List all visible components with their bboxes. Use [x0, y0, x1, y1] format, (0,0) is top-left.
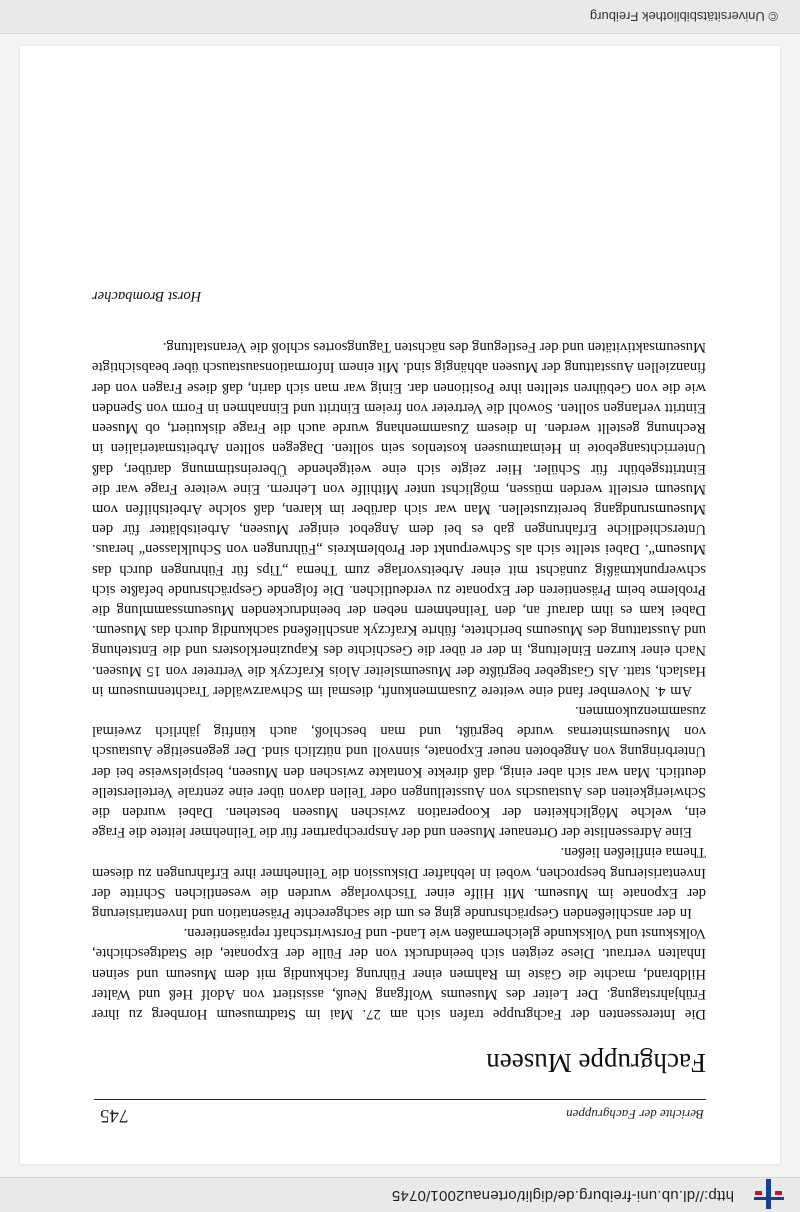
paragraph-3: Eine Adressenliste der Ortenauer Museen und der Ansprechpartner für die Teilnehmer leitete die Frage ein, welche Möglichkeiten der Kooperation zwischen Museen bestehen. Dabei wurden die Schwierigkeiten des Austauschs von Ausstellungen oder Teilen davon über eine zentrale Verteilerstelle deutlich. Man war sich aber einig, daß direkte Kontakte zwischen den Museen, beispielsweise bei der Unterbringung von Angeboten neuer Exponate, sinnvoll und nützlich sind. Der gegenseitige Austausch von Museumsinternas wurde begrüßt, und man beschloß, auch künftig jährlich zweimal zusammenzukommen.: [92, 702, 706, 841]
viewer-footer-bar: [0, 0, 800, 34]
scanned-page: [20, 46, 780, 1164]
running-head: Berichte der Fachgruppen: [566, 1107, 704, 1122]
paragraph-1: Die Interessenten der Fachgruppe trafen sich am 27. Mai im Stadtmuseum Hornberg zu ihrer Frühjahrstagung. Der Leiter des Museums Wolfgang Neuß, assistiert von Adolf Heß und Walter Hildbrand, machte die Gäste im Rahmen einer Führung fachkundig mit dem Museum und seinen Inhalten vertraut. Diese zeigten sich beeindruckt von der Fülle der Exponate, die Stadtgeschichte, Volkskunst und Volkskunde gleichermaßen wie Land- und Forstwirtschaft repräsentieren.: [92, 925, 706, 1022]
body-text: [92, 337, 706, 1024]
paragraph-4: Am 4. November fand eine weitere Zusammenkunft, diesmal im Schwarzwälder Trachtenmuseum in Haslach, statt. Als Gastgeber begrüßte der Museumsleiter Alois Krafczyk die Vertreter von 15 Museen. Nach einer kurzen Einleitung, in der er über die Geschichte des Kapuzinerklosters und die Entstehung und Ausstattung des Museums berichtete, führte Krafczyk anschließend sachkundig durch das Museum. Dabei kam es ihm darauf an, den Teilnehmern neben der beeindruckenden Museumssammlung die Probleme beim Präsentieren der Exponate zu verdeutlichen. Die folgende Gesprächsrunde befaßte sich schwerpunktmäßig zunächst mit einer Arbeitsvorlage zum Thema „Tips für Führungen durch das Museum“. Dabei stellte sich als Schwerpunkt der Problemkreis „Führungen von Schulklassen“ heraus. Unterschiedliche Erfahrungen gab es bei dem Angebot einiger Museen, Arbeitsblätter für den Museumsrundgang bereitzustellen. Man war sich darüber im klaren, daß solche Arbeitshilfen vom Museum erstellt werden müssen, möglichst unter Mithilfe von Lehrern. Eine weitere Frage war die Eintrittsgebühr für Schüler. Hier zeigte sich eine weitgehende Übereinstimmung darüber, daß Unterrichtsangebote in Heimatmuseen kostenlos sein sollten. Dagegen sollten Arbeitsmaterialien in Rechnung gestellt werden. In diesem Zusammenhang wurde auch die Frage diskutiert, ob Museen Eintritt verlangen sollten. Sowohl die Vertreter von freiem Eintritt und Einnahmen in Form von Spenden wie die von Gebühren stellten ihre Positionen dar. Einig war man sich darin, daß diese Fragen von der finanziellen Ausstattung der Museen abhängig sind. Mit einem Informationsaustausch über beabsichtigte Museumsaktivitäten und der Festlegung des nächsten Tagungsortes schloß die Veranstaltung.: [92, 339, 706, 699]
copyright-credit: © Universitätsbibliothek Freiburg: [589, 9, 778, 24]
page-header: [94, 1099, 706, 1126]
author-signature: Horst Brombacher: [92, 288, 202, 304]
section-title: Fachgruppe Museen: [486, 1048, 706, 1078]
page-url[interactable]: http://dl.ub.uni-freiburg.de/diglit/ortenau2001/0745: [391, 1187, 734, 1204]
viewer-header-bar: [0, 1177, 800, 1212]
paragraph-2: In der anschließenden Gesprächsrunde ging es um die sachgerechte Präsentation und Inventarisierung der Exponate im Museum. Mit Hilfe einer Tischvorlage wurden die wesentlichen Schritte der Inventarisierung besprochen, wobei in lebhafter Diskussion die Teilnehmer ihre Erfahrungen zu diesem Thema einfließen ließen.: [92, 844, 706, 921]
university-logo-icon: [750, 1179, 788, 1209]
page-number: 745: [100, 1105, 129, 1126]
